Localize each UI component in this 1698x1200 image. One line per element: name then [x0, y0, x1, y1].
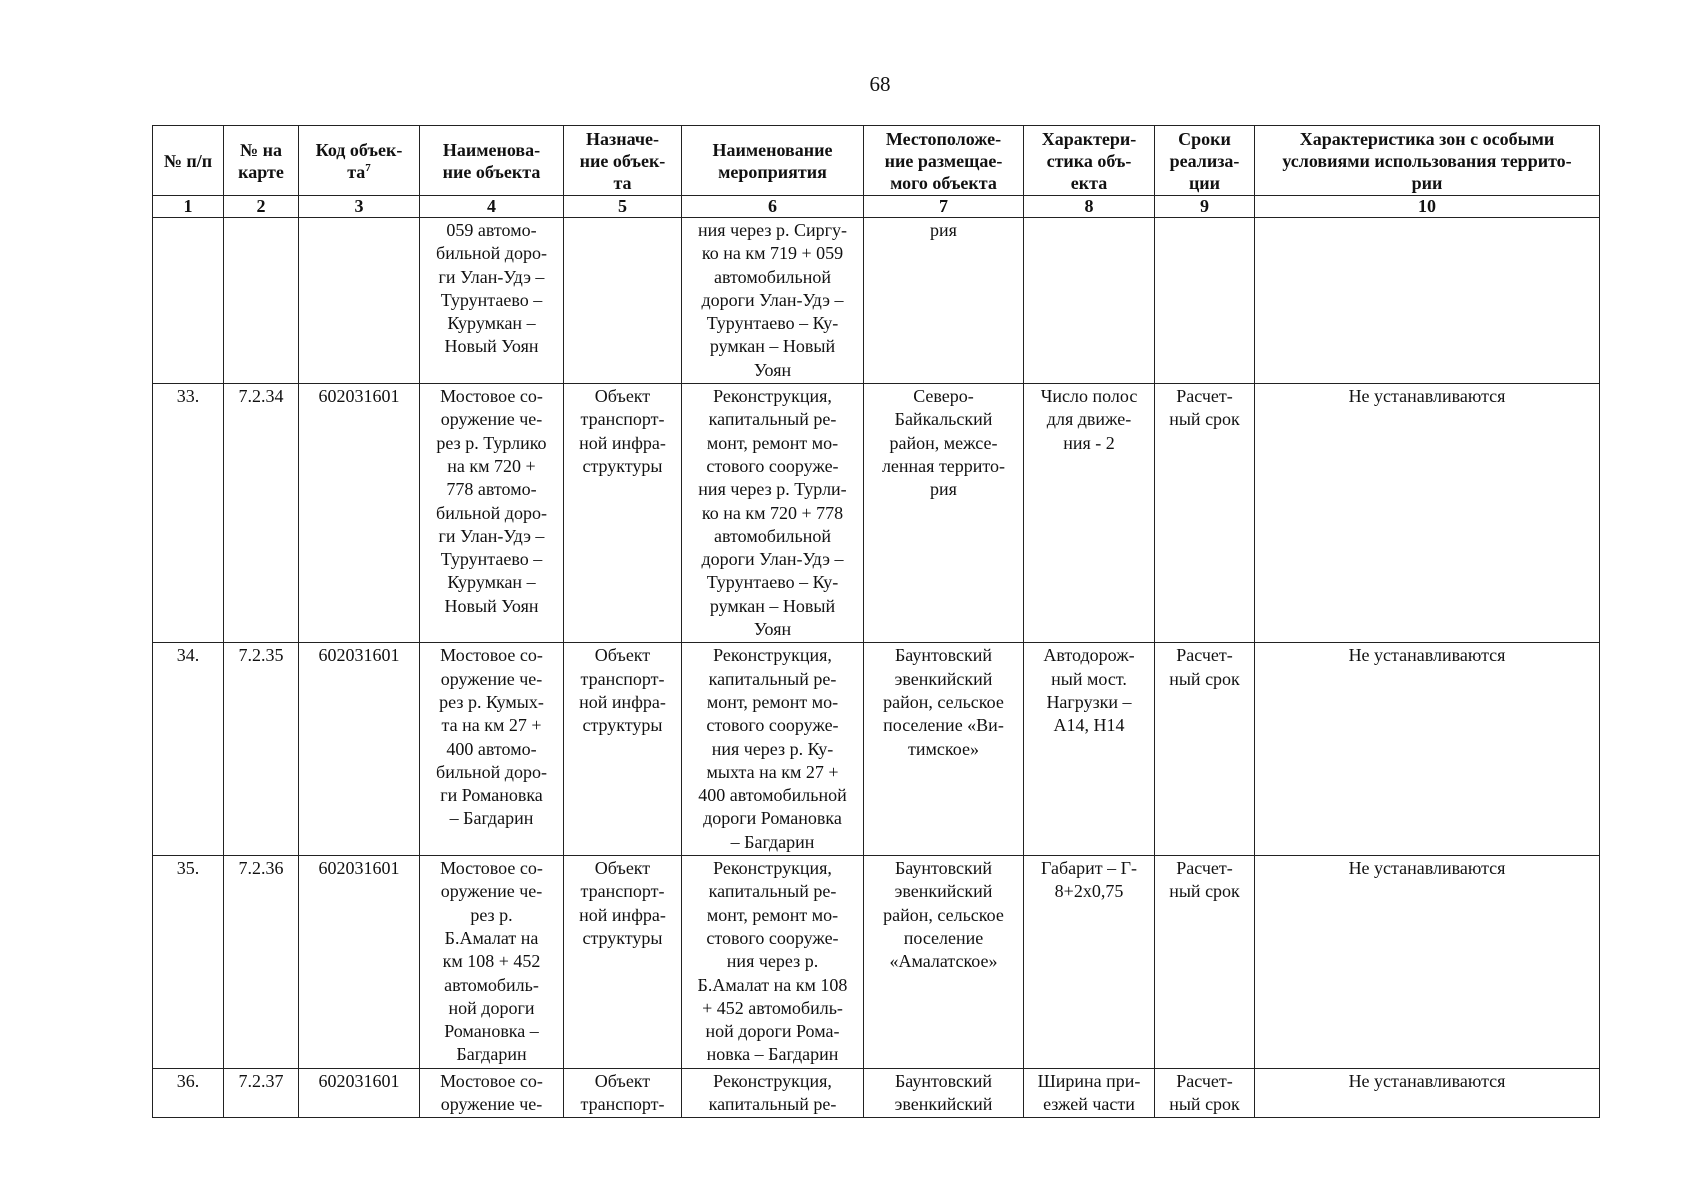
cell-map-no: 7.2.36 [224, 856, 299, 1069]
cell-location: Северо- Байкальский район, межсе- ленная террито- рия [864, 384, 1024, 643]
cell-location: Баунтовский эвенкийский [864, 1068, 1024, 1118]
cell-characteristic: Автодорож- ный мост. Нагрузки – А14, Н14 [1024, 643, 1155, 856]
cell-term [1155, 218, 1255, 384]
header-terms: Сроки реализа- ции [1155, 126, 1255, 196]
cell-location: Баунтовский эвенкийский район, сельское поселение «Ви- тимское» [864, 643, 1024, 856]
cell-purpose [564, 218, 682, 384]
header-object-name: Наименова- ние объекта [420, 126, 564, 196]
cell-activity: ния через р. Сиргу- ко на км 719 + 059 автомобильной дороги Улан-Удэ – Турунтаево – Ку- румкан – Новый Уоян [682, 218, 864, 384]
cell-zones: Не устанавливаются [1255, 856, 1600, 1069]
table-header-row [153, 126, 1600, 196]
cell-map-no: 7.2.34 [224, 384, 299, 643]
table-row [153, 643, 1600, 856]
table-row [153, 856, 1600, 1069]
cell-code: 602031601 [299, 856, 420, 1069]
cell-name: Мостовое со- оружение че- рез р. Турлико на км 720 + 778 автомо- бильной доро- ги Улан-Удэ – Турунтаево – Курумкан – Новый Уоян [420, 384, 564, 643]
table-row [153, 218, 1600, 384]
column-number: 3 [299, 196, 420, 218]
cell-term: Расчет- ный срок [1155, 384, 1255, 643]
cell-name: Мостовое со- оружение че- рез р. Кумых- та на км 27 + 400 автомо- бильной доро- ги Романовка – Багдарин [420, 643, 564, 856]
cell-zones: Не устанавливаются [1255, 643, 1600, 856]
cell-name: 059 автомо- бильной доро- ги Улан-Удэ – Турунтаево – Курумкан – Новый Уоян [420, 218, 564, 384]
cell-name: Мостовое со- оружение че- [420, 1068, 564, 1118]
header-no: № п/п [153, 126, 224, 196]
header-object-purpose: Назначе- ние объек- та [564, 126, 682, 196]
column-number: 5 [564, 196, 682, 218]
cell-map-no: 7.2.35 [224, 643, 299, 856]
cell-characteristic: Число полос для движе- ния - 2 [1024, 384, 1155, 643]
cell-code [299, 218, 420, 384]
column-number: 2 [224, 196, 299, 218]
table-row [153, 384, 1600, 643]
column-number: 10 [1255, 196, 1600, 218]
objects-table [152, 125, 1600, 1118]
cell-no [153, 218, 224, 384]
cell-code: 602031601 [299, 384, 420, 643]
cell-location: рия [864, 218, 1024, 384]
column-number: 1 [153, 196, 224, 218]
cell-purpose: Объект транспорт- ной инфра- структуры [564, 384, 682, 643]
cell-activity: Реконструкция, капитальный ре- [682, 1068, 864, 1118]
cell-map-no [224, 218, 299, 384]
cell-name: Мостовое со- оружение че- рез р. Б.Амалат на км 108 + 452 автомобиль- ной дороги Романовка – Багдарин [420, 856, 564, 1069]
cell-zones: Не устанавливаются [1255, 384, 1600, 643]
cell-code: 602031601 [299, 1068, 420, 1118]
cell-no: 35. [153, 856, 224, 1069]
cell-no: 36. [153, 1068, 224, 1118]
cell-term: Расчет- ный срок [1155, 643, 1255, 856]
header-activity-name: Наименование мероприятия [682, 126, 864, 196]
column-number: 4 [420, 196, 564, 218]
cell-characteristic: Ширина при- езжей части [1024, 1068, 1155, 1118]
column-number: 9 [1155, 196, 1255, 218]
cell-characteristic [1024, 218, 1155, 384]
cell-no: 33. [153, 384, 224, 643]
cell-zones [1255, 218, 1600, 384]
header-location: Местоположе- ние размещае- мого объекта [864, 126, 1024, 196]
cell-term: Расчет- ный срок [1155, 1068, 1255, 1118]
cell-purpose: Объект транспорт- ной инфра- структуры [564, 856, 682, 1069]
cell-activity: Реконструкция, капитальный ре- монт, ремонт мо- стового сооруже- ния через р. Турли- ко на км 720 + 778 автомобильной дороги Улан-Удэ – Турунтаево – Ку- румкан – Новый Уоян [682, 384, 864, 643]
cell-location: Баунтовский эвенкийский район, сельское поселение «Амалатское» [864, 856, 1024, 1069]
column-number: 6 [682, 196, 864, 218]
cell-activity: Реконструкция, капитальный ре- монт, ремонт мо- стового сооруже- ния через р. Б.Амалат на км 108 + 452 автомобиль- ной дороги Рома- новка – Багдарин [682, 856, 864, 1069]
column-number: 7 [864, 196, 1024, 218]
header-characteristic: Характери- стика объ- екта [1024, 126, 1155, 196]
cell-no: 34. [153, 643, 224, 856]
column-number: 8 [1024, 196, 1155, 218]
table-row [153, 1068, 1600, 1118]
cell-characteristic: Габарит – Г- 8+2х0,75 [1024, 856, 1155, 1069]
header-map-no: № на карте [224, 126, 299, 196]
cell-zones: Не устанавливаются [1255, 1068, 1600, 1118]
header-object-code: Код объек- $та^7$ [299, 126, 420, 196]
cell-code: 602031601 [299, 643, 420, 856]
cell-term: Расчет- ный срок [1155, 856, 1255, 1069]
header-zones: Характеристика зон с особыми условиями использования террито- рии [1255, 126, 1600, 196]
column-number-row [153, 196, 1600, 218]
page-number: 68 [869, 72, 891, 96]
cell-activity: Реконструкция, капитальный ре- монт, ремонт мо- стового сооруже- ния через р. Ку- мыхта на км 27 + 400 автомобильной дороги Романовка – Багдарин [682, 643, 864, 856]
cell-purpose: Объект транспорт- ной инфра- структуры [564, 643, 682, 856]
cell-map-no: 7.2.37 [224, 1068, 299, 1118]
cell-purpose: Объект транспорт- [564, 1068, 682, 1118]
